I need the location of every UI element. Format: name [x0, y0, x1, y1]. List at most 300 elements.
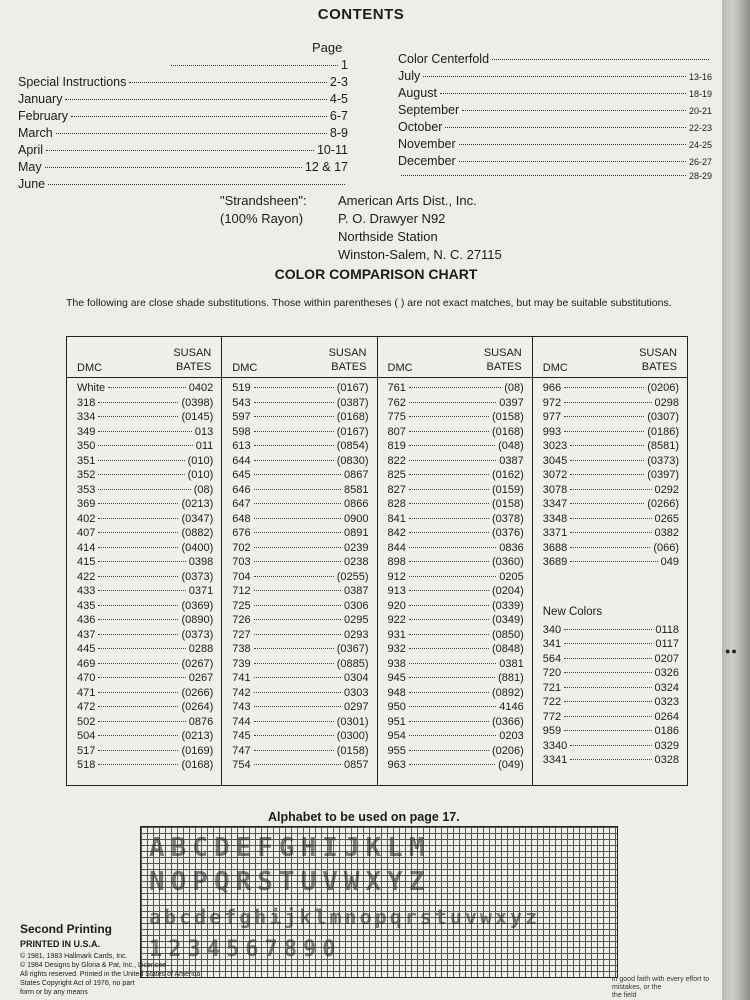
contents-label: January: [18, 92, 63, 106]
address-line: American Arts Dist., Inc.: [338, 193, 477, 208]
table-row: [543, 666, 679, 681]
leader-dots: [254, 735, 334, 736]
dmc-code: 721: [542, 681, 562, 694]
bates-code: (0213): [181, 498, 214, 510]
leader-dots: [45, 167, 302, 168]
dmc-code: 3072: [542, 469, 568, 481]
contents-label: July: [398, 69, 421, 83]
bates-code: 0205: [499, 570, 524, 583]
bates-code: 0238: [344, 556, 369, 568]
bates-code: 0267: [188, 672, 214, 684]
dmc-code: 436: [77, 614, 96, 626]
contents-page: 2-3: [329, 75, 348, 89]
bates-code: (0339): [491, 599, 524, 612]
table-row: [232, 671, 368, 686]
copyright-notice: [20, 952, 220, 997]
leader-dots: [564, 730, 651, 731]
table-row: [543, 526, 679, 541]
dmc-code: 407: [77, 527, 96, 539]
bates-code: (0892): [491, 686, 524, 699]
bates-code: (0850): [491, 628, 524, 641]
copyright-line: All rights reserved. Printed in the United States of America: [20, 971, 201, 978]
leader-dots: [409, 489, 489, 490]
header-bates: BATES: [175, 361, 212, 373]
bates-code: (0301): [336, 715, 369, 728]
column-header: [378, 337, 532, 378]
table-row: [77, 396, 213, 411]
leader-dots: [98, 677, 185, 678]
table-row: [543, 425, 679, 440]
strandsheen-label: [220, 192, 307, 228]
table-row: [77, 454, 213, 469]
bates-code: (0159): [491, 483, 524, 496]
leader-dots: [462, 110, 686, 111]
table-row: [232, 700, 368, 715]
table-row: [388, 584, 524, 599]
table-row: [77, 512, 213, 527]
address-line: Northside Station: [338, 229, 438, 244]
leader-dots: [48, 184, 345, 185]
leader-dots: [254, 489, 341, 490]
table-row: [232, 439, 368, 454]
leader-dots: [98, 764, 178, 765]
bates-code: (010): [187, 469, 214, 481]
leader-dots: [254, 431, 334, 432]
dmc-code: 518: [77, 759, 96, 771]
bates-code: (0885): [336, 657, 369, 670]
dmc-code: 504: [77, 730, 96, 742]
table-row: [232, 410, 368, 425]
contents-label: December: [398, 154, 456, 168]
bates-code: (0360): [491, 556, 524, 568]
dmc-code: White: [77, 382, 106, 394]
dmc-code: 702: [232, 541, 251, 554]
contents-row: [18, 126, 348, 140]
contents-page: 28-29: [688, 171, 712, 181]
dmc-code: 351: [77, 454, 96, 467]
bates-code: (0158): [336, 744, 369, 757]
table-row: [388, 729, 524, 744]
contents-label: Special Instructions: [18, 75, 127, 89]
dmc-code: 415: [77, 556, 96, 568]
table-row: [232, 425, 368, 440]
leader-dots: [254, 518, 341, 519]
alphabet-title: Alphabet to be used on page 17.: [268, 810, 460, 824]
leader-dots: [409, 518, 489, 519]
bates-code: 0836: [499, 541, 524, 554]
bates-code: 0298: [654, 396, 679, 409]
table-row: [77, 729, 213, 744]
dmc-code: 3341: [542, 754, 568, 766]
dmc-code: 959: [542, 725, 562, 737]
table-row: [388, 425, 524, 440]
dmc-code: 993: [542, 425, 562, 438]
table-row: [388, 570, 524, 585]
leader-dots: [254, 561, 341, 562]
contents-label: April: [18, 143, 44, 157]
bates-code: 0323: [654, 696, 679, 708]
leader-dots: [409, 445, 495, 446]
bates-code: (0400): [181, 541, 214, 554]
bates-code: (049): [498, 759, 524, 771]
leader-dots: [254, 677, 341, 678]
dmc-code: 502: [77, 715, 96, 728]
bates-code: 0292: [654, 483, 679, 496]
leader-dots: [409, 532, 489, 533]
table-row: [77, 700, 213, 715]
page-column-header: Page: [312, 40, 343, 55]
leader-dots: [254, 590, 341, 591]
bates-code: (0266): [647, 498, 679, 510]
table-row: [388, 628, 524, 643]
bates-code: (0349): [491, 614, 524, 626]
table-row: [232, 599, 368, 614]
bates-code: (08): [504, 382, 524, 394]
table-row: [388, 744, 524, 759]
bates-code: 0398: [188, 556, 214, 568]
dmc-code: 977: [542, 411, 562, 423]
table-row: [77, 613, 213, 628]
bates-code: 0371: [188, 585, 214, 597]
leader-dots: [409, 750, 489, 751]
table-row: [77, 381, 213, 396]
leader-dots: [254, 532, 341, 533]
dmc-code: 564: [542, 652, 562, 665]
contents-page: 26-27: [688, 157, 712, 167]
table-row: [388, 396, 524, 411]
bates-code: 0326: [654, 667, 679, 679]
table-row: [232, 497, 368, 512]
bates-code: (0206): [491, 744, 524, 757]
leader-dots: [254, 576, 334, 577]
leader-dots: [564, 716, 651, 717]
table-row: [77, 541, 213, 556]
leader-dots: [98, 547, 178, 548]
header-dmc: DMC: [542, 362, 568, 374]
table-row: [543, 695, 679, 710]
contents-row: [398, 103, 712, 117]
copyright-line: States Copyright Act of 1976, no part: [20, 980, 135, 987]
dmc-code: 761: [387, 382, 406, 394]
leader-dots: [71, 116, 327, 117]
printing-info: [20, 922, 112, 952]
leader-dots: [570, 489, 651, 490]
disclaimer-line: the field: [612, 992, 637, 999]
contents-row: [398, 86, 712, 100]
address-line: P. O. Drawyer N92: [338, 211, 446, 226]
dmc-code: 828: [387, 498, 406, 510]
contents-label: November: [398, 137, 456, 151]
contents-page: 12 & 17: [304, 160, 348, 174]
dmc-code: 954: [387, 730, 406, 742]
leader-dots: [459, 161, 686, 162]
table-row: [543, 637, 679, 652]
bates-code: 0328: [654, 754, 679, 766]
table-row: [232, 758, 368, 773]
bates-code: 0264: [654, 710, 679, 723]
leader-dots: [46, 150, 314, 151]
alphabet-pattern-row: abcdefghijklmnopqrstuvwxyz: [149, 905, 541, 929]
leader-dots: [409, 561, 489, 562]
leader-dots: [254, 721, 334, 722]
dmc-code: 955: [387, 744, 406, 757]
dmc-code: 727: [232, 628, 251, 641]
leader-dots: [254, 474, 341, 475]
leader-dots: [254, 648, 334, 649]
dmc-code: 414: [77, 541, 96, 554]
dmc-code: 822: [387, 454, 406, 467]
dmc-code: 3688: [542, 541, 568, 554]
bates-code: 0265: [654, 512, 679, 525]
leader-dots: [570, 518, 651, 519]
leader-dots: [254, 692, 341, 693]
page-edge-marks: ●●: [725, 646, 738, 656]
table-row: [543, 753, 679, 768]
table-row: [232, 715, 368, 730]
table-row: [232, 570, 368, 585]
dmc-code: 648: [232, 512, 251, 525]
bates-code: 049: [660, 556, 679, 568]
table-row: [543, 739, 679, 754]
leader-dots: [409, 416, 489, 417]
alphabet-pattern-row: 1234567890: [149, 937, 342, 962]
dmc-code: 647: [232, 498, 251, 510]
table-row: [232, 613, 368, 628]
column-rows: [222, 378, 376, 773]
dmc-code: 844: [387, 541, 406, 554]
bates-code: (08): [193, 483, 214, 496]
leader-dots: [564, 687, 651, 688]
leader-dots: [459, 144, 686, 145]
dmc-code: 334: [77, 411, 96, 423]
alphabet-pattern-row: NOPQRSTUVWXYZ: [149, 867, 431, 897]
table-column: [533, 337, 687, 785]
dmc-code: 3347: [542, 498, 568, 510]
leader-dots: [570, 503, 644, 504]
table-row: [388, 758, 524, 773]
bates-code: (0848): [491, 643, 524, 655]
leader-dots: [98, 489, 190, 490]
table-row: [388, 642, 524, 657]
leader-dots: [570, 561, 657, 562]
contents-row: [18, 92, 348, 106]
header-dmc: DMC: [387, 362, 413, 374]
dmc-code: 951: [387, 715, 406, 728]
table-row: [77, 642, 213, 657]
leader-dots: [98, 721, 185, 722]
bates-code: (0206): [647, 382, 679, 394]
header-susan-bates: [484, 346, 522, 374]
table-row: [388, 526, 524, 541]
table-row: [388, 555, 524, 570]
leader-dots: [254, 460, 334, 461]
dmc-code: 807: [387, 425, 406, 438]
table-row: [232, 729, 368, 744]
table-row: [543, 681, 679, 696]
leader-dots: [409, 431, 489, 432]
chart-intro: The following are close shade substitutions. Those within parentheses ( ) are not exact matches, but may be suitable substitutions.: [66, 297, 672, 309]
bates-code: (0369): [181, 599, 214, 612]
dmc-code: 433: [77, 585, 96, 597]
table-row: [77, 526, 213, 541]
table-row: [388, 454, 524, 469]
color-comparison-table: [66, 336, 688, 786]
bates-code: (0387): [336, 396, 369, 409]
table-row: [388, 468, 524, 483]
dmc-code: 712: [232, 585, 251, 597]
bates-code: (0168): [336, 411, 369, 423]
leader-dots: [98, 474, 184, 475]
bates-code: 0382: [654, 527, 679, 539]
table-row: [232, 744, 368, 759]
table-column: [222, 337, 377, 785]
contents-label: February: [18, 109, 69, 123]
header-bates: BATES: [641, 361, 677, 373]
dmc-code: 720: [542, 667, 562, 679]
leader-dots: [409, 663, 496, 664]
bates-code: (0890): [181, 614, 214, 626]
table-column: [378, 337, 533, 785]
table-row: [543, 555, 679, 570]
dmc-code: 3348: [542, 512, 568, 525]
dmc-code: 469: [77, 657, 96, 670]
table-row: [388, 439, 524, 454]
dmc-code: 3689: [542, 556, 568, 568]
column-rows: [378, 378, 532, 773]
leader-dots: [98, 735, 178, 736]
table-row: [232, 686, 368, 701]
leader-dots: [570, 759, 651, 760]
dmc-code: 613: [232, 440, 251, 452]
leader-dots: [254, 750, 334, 751]
bates-code: 0295: [344, 614, 369, 626]
dmc-code: 543: [232, 396, 251, 409]
contents-label: Color Centerfold: [398, 52, 490, 66]
bates-code: (0266): [181, 686, 214, 699]
table-row: [388, 599, 524, 614]
leader-dots: [570, 547, 650, 548]
leader-dots: [409, 735, 496, 736]
contents-row: [18, 75, 348, 89]
bates-code: (0213): [181, 730, 214, 742]
dmc-code: 445: [77, 643, 96, 655]
column-header: [67, 337, 221, 378]
leader-dots: [98, 663, 178, 664]
leader-dots: [564, 701, 651, 702]
bates-code: 0297: [344, 701, 369, 713]
table-row: [77, 483, 213, 498]
leader-dots: [98, 648, 185, 649]
bates-code: (0169): [181, 744, 214, 757]
contents-page: 24-25: [688, 140, 712, 150]
leader-dots: [409, 576, 496, 577]
contents-row: [398, 52, 712, 66]
header-bates: BATES: [331, 361, 367, 373]
dmc-code: 704: [232, 570, 251, 583]
copyright-line: © 1984 Designs by Gloria & Pat, Inc., Licensee: [20, 962, 167, 969]
disclaimer-line: in good faith with every effort to: [612, 976, 710, 983]
leader-dots: [98, 634, 178, 635]
leader-dots: [254, 402, 334, 403]
strandsheen-name: "Strandsheen":: [220, 193, 307, 208]
dmc-code: 932: [387, 643, 406, 655]
page-edge: [722, 0, 750, 1000]
leader-dots: [409, 460, 496, 461]
contents-label: August: [398, 86, 437, 100]
leader-dots: [564, 672, 651, 673]
contents-label: March: [18, 126, 53, 140]
bates-code: 013: [194, 425, 214, 438]
header-susan-bates: [639, 346, 677, 374]
contents-page: 22-23: [688, 123, 712, 133]
contents-label: June: [18, 177, 46, 191]
table-row: [543, 541, 679, 556]
bates-code: 0118: [655, 623, 679, 636]
table-row: [77, 744, 213, 759]
table-row: [77, 555, 213, 570]
dmc-code: 842: [387, 527, 406, 539]
leader-dots: [98, 460, 184, 461]
table-row: [232, 584, 368, 599]
contents-row: [168, 58, 348, 72]
dmc-code: 3045: [542, 454, 568, 467]
bates-code: 0207: [654, 652, 679, 665]
table-row: [77, 758, 213, 773]
dmc-code: 422: [77, 570, 96, 583]
dmc-code: 841: [387, 512, 406, 525]
dmc-code: 972: [542, 396, 562, 409]
table-row: [232, 628, 368, 643]
dmc-code: 739: [232, 657, 251, 670]
dmc-code: 754: [232, 759, 251, 771]
table-row: [543, 439, 679, 454]
table-row: [232, 483, 368, 498]
leader-dots: [409, 605, 489, 606]
dmc-code: 318: [77, 396, 96, 409]
leader-dots: [409, 677, 495, 678]
strandsheen-material: (100% Rayon): [220, 211, 304, 226]
bates-code: (0145): [181, 411, 214, 423]
bates-code: (0167): [336, 425, 369, 438]
table-row: [543, 410, 679, 425]
contents-page: 6-7: [329, 109, 348, 123]
table-row: [232, 454, 368, 469]
dmc-code: 3078: [542, 483, 568, 496]
contents-row: [398, 154, 712, 168]
leader-dots: [65, 99, 326, 100]
dmc-code: 644: [232, 454, 251, 467]
column-header: [533, 337, 687, 378]
contents-row: [398, 137, 712, 151]
leader-dots: [564, 402, 651, 403]
contents-page: 20-21: [688, 106, 712, 116]
table-row: [232, 468, 368, 483]
leader-dots: [98, 518, 178, 519]
leader-dots: [98, 750, 178, 751]
dmc-code: 966: [542, 382, 562, 394]
dmc-code: 898: [387, 556, 406, 568]
dmc-code: 402: [77, 512, 96, 525]
dmc-code: 352: [77, 469, 96, 481]
bates-code: (0854): [336, 440, 369, 452]
dmc-code: 726: [232, 614, 251, 626]
leader-dots: [409, 590, 489, 591]
bates-code: (0373): [647, 454, 679, 467]
leader-dots: [254, 547, 341, 548]
bates-code: (0882): [181, 527, 214, 539]
dmc-code: 725: [232, 599, 251, 612]
dmc-code: 762: [387, 396, 406, 409]
